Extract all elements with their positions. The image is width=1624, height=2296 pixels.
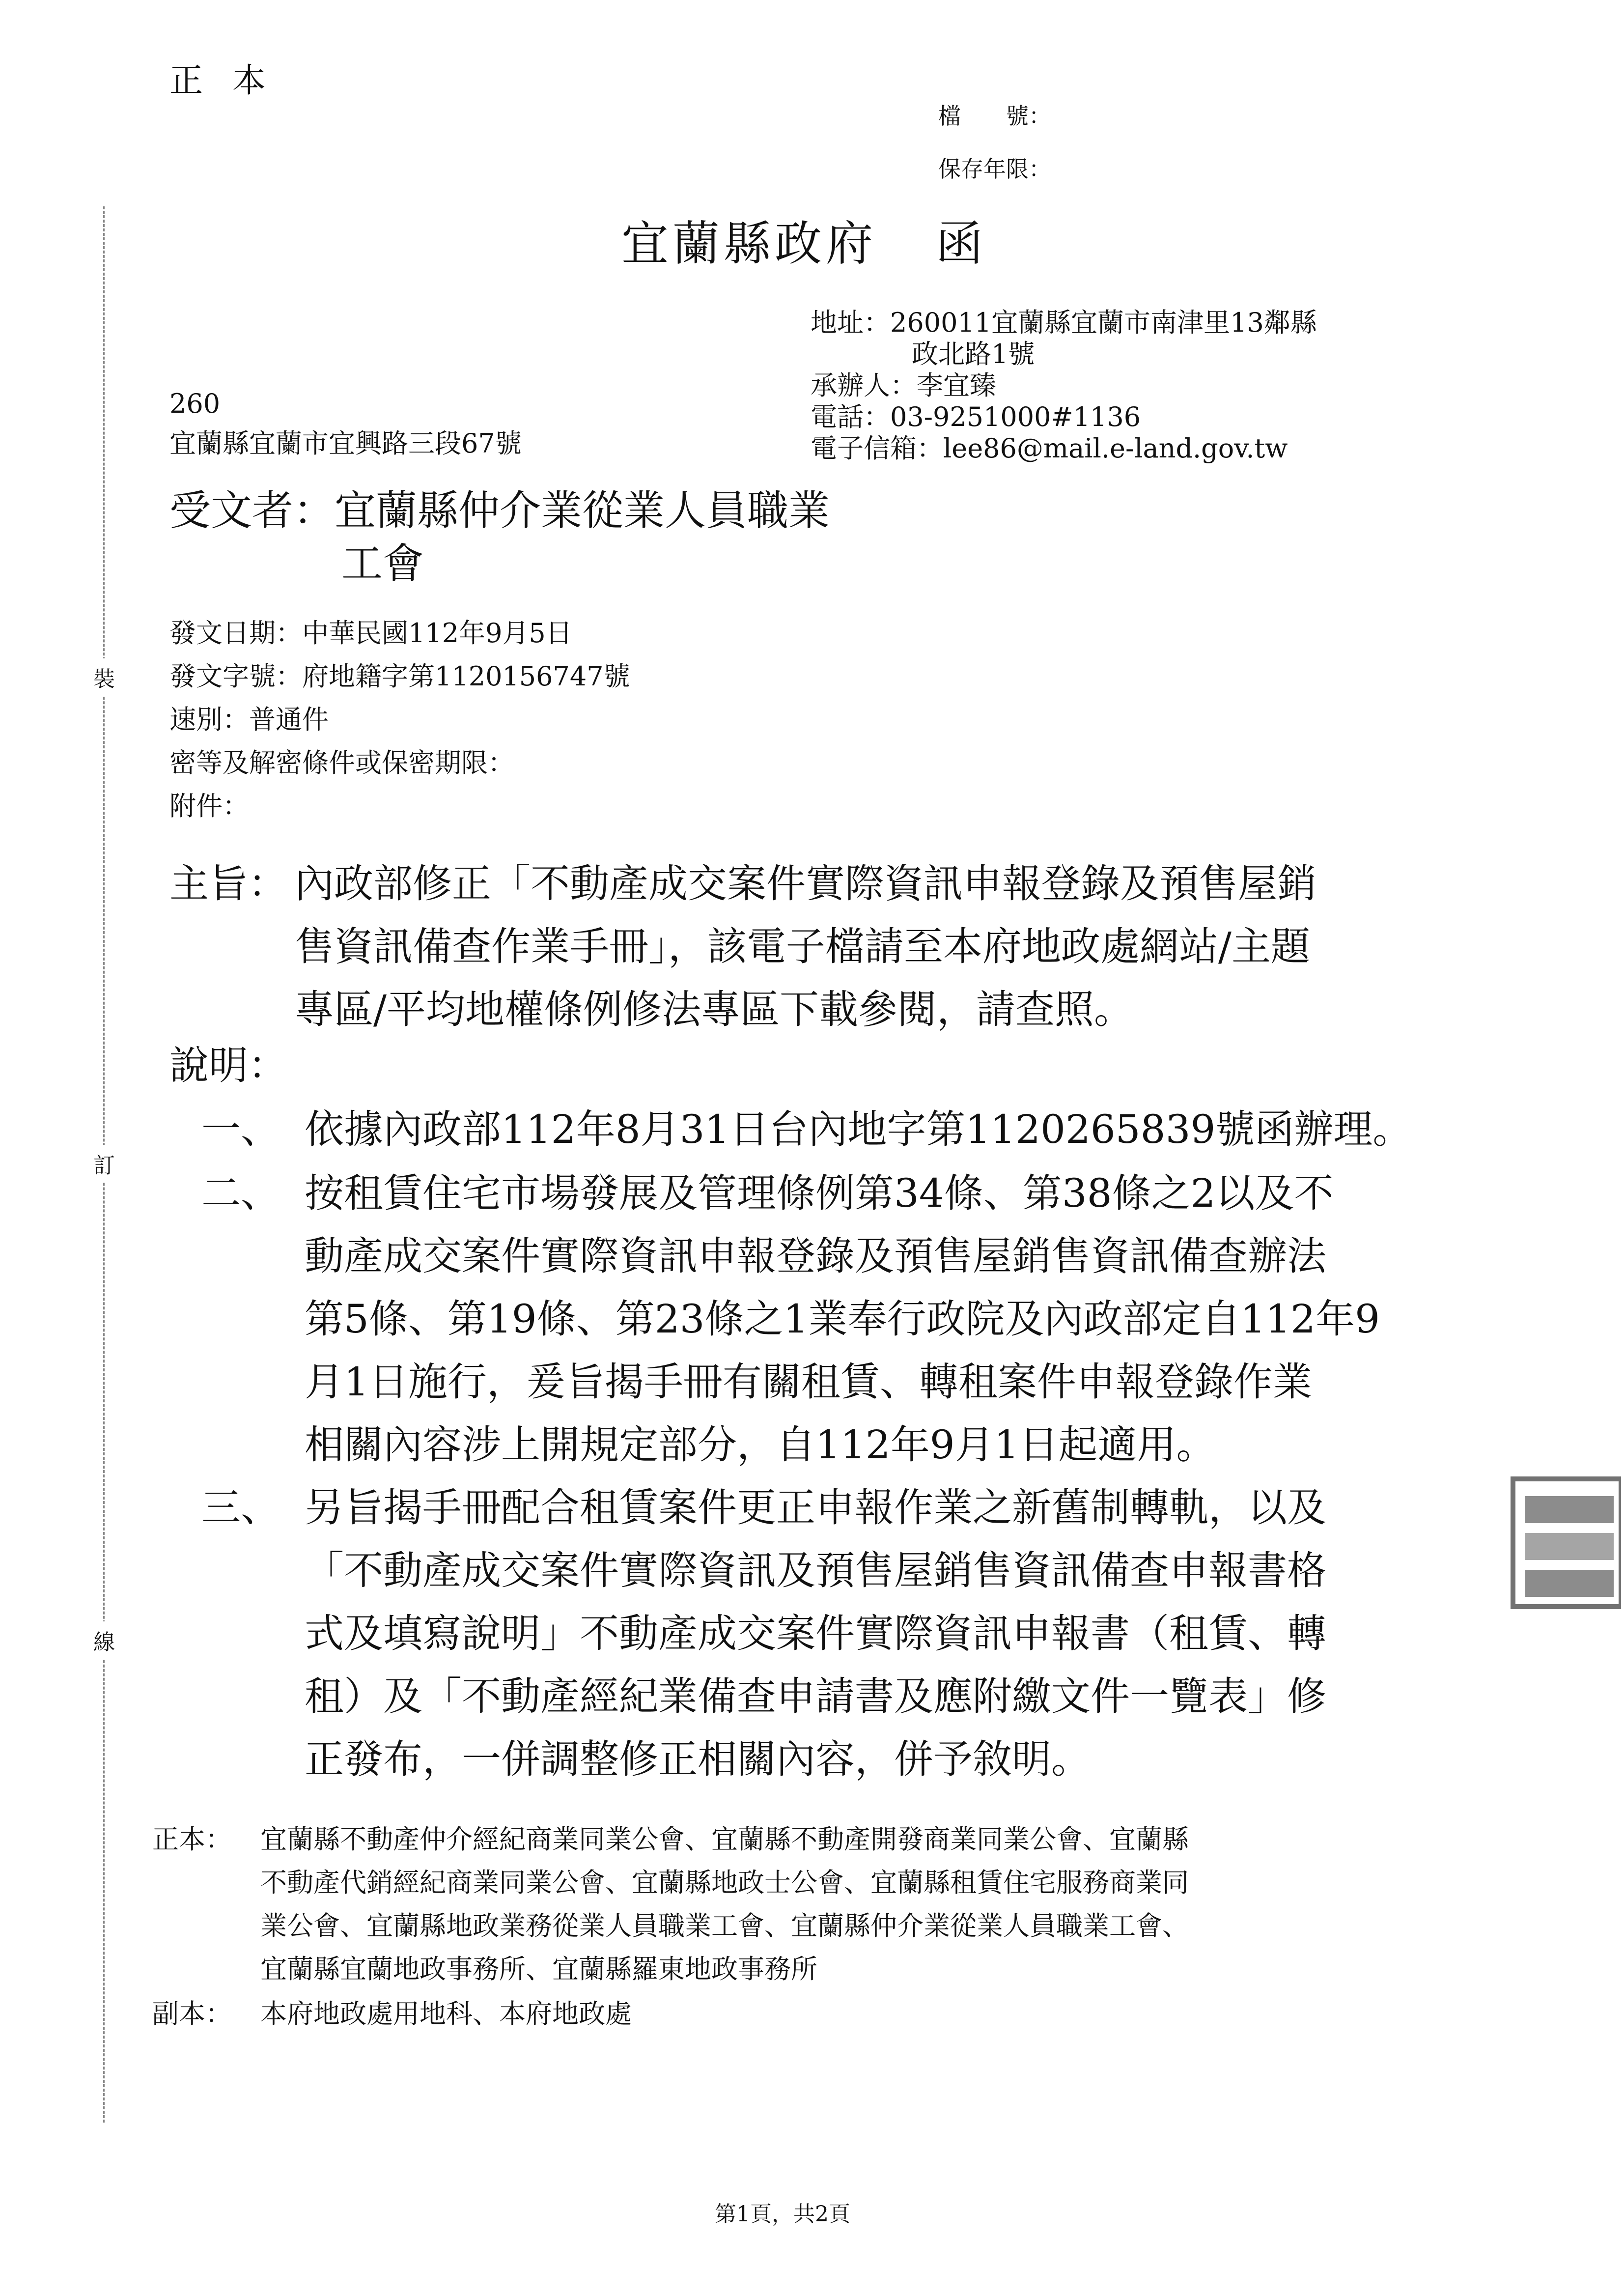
- field-date: [169, 612, 630, 655]
- document-type: 函: [936, 216, 987, 271]
- item-line: 第5條、第19條、第23條之1業奉行政院及內政部定自112年9: [305, 1296, 1380, 1342]
- mailing-address: 宜蘭縣宜蘭市宜興路三段67號: [169, 428, 522, 459]
- phone-number: 03-9251000#1136: [890, 401, 1141, 432]
- item-line: 式及填寫說明」不動產成交案件實際資訊申報書（租賃、轉: [305, 1611, 1326, 1656]
- field-attachment: [169, 785, 630, 828]
- sender-info: [811, 307, 1317, 464]
- sender-address-cont: 政北路1號: [912, 339, 1035, 369]
- field-value: 中華民國112年9月5日: [302, 618, 572, 649]
- copy-label: 副本：: [152, 1998, 232, 2029]
- item-number: 二、: [201, 1170, 280, 1216]
- file-number-label: 檔 號：: [938, 103, 1051, 129]
- item-line: 相關內容涉上開規定部分，自112年9月1日起適用。: [305, 1422, 1216, 1468]
- distribution-copy: [152, 1992, 1469, 2036]
- document-fields: [169, 612, 630, 828]
- field-value: 府地籍字第1120156747號: [302, 661, 630, 692]
- recipient: [169, 484, 830, 590]
- recipient-label: 受文者：: [169, 486, 335, 535]
- item-line: 正發布，一併調整修正相關內容，併予敘明。: [305, 1736, 1091, 1782]
- binding-mark: 裝: [93, 658, 115, 696]
- subject: [169, 852, 1456, 1041]
- field-label: 發文日期：: [169, 618, 302, 649]
- item-line: 按租賃住宅市場發展及管理條例第34條、第38條之2以及不: [305, 1170, 1334, 1216]
- original-label: 正本：: [152, 1824, 232, 1855]
- seal-stamp-fragment: [1503, 1469, 1621, 1616]
- explanation-item-1: [201, 1098, 1459, 1161]
- copy-recipients: 本府地政處用地科、本府地政處: [260, 1998, 632, 2029]
- original-line: 宜蘭縣不動產仲介經紀商業同業公會、宜蘭縣不動產開發商業同業公會、宜蘭縣: [260, 1824, 1189, 1855]
- item-line: 「不動產成交案件實際資訊及預售屋銷售資訊備查申報書格: [305, 1548, 1326, 1593]
- subject-line: 售資訊備查作業手冊」，該電子檔請至本府地政處網站/主題: [295, 924, 1310, 969]
- item-number: 三、: [201, 1485, 280, 1531]
- subject-label: 主旨：: [169, 861, 287, 907]
- original-line: 宜蘭縣宜蘭地政事務所、宜蘭縣羅東地政事務所: [260, 1954, 817, 1984]
- retention-label: 保存年限：: [938, 156, 1051, 182]
- explanation-label: 說明：: [169, 1043, 287, 1088]
- sender-address: 260011宜蘭縣宜蘭市南津里13鄰縣: [890, 307, 1317, 338]
- email-address: lee86@mail.e-land.gov.tw: [943, 433, 1288, 464]
- handler-name: 李宜臻: [917, 370, 996, 401]
- phone-label: 電話：: [811, 401, 890, 432]
- original-line: 不動產代銷經紀商業同業公會、宜蘭縣地政士公會、宜蘭縣租賃住宅服務商業同: [260, 1867, 1189, 1898]
- page-number: 第1頁，共2頁: [715, 2202, 850, 2227]
- field-label: 附件：: [169, 791, 249, 822]
- explanation-item-3: [201, 1476, 1459, 1791]
- explanation-item-2: [201, 1162, 1459, 1476]
- agency-name: 宜蘭縣政府: [621, 216, 877, 271]
- field-classification: [169, 741, 630, 785]
- binding-mark: 訂: [93, 1145, 115, 1182]
- item-line: 租）及「不動產經紀業備查申請書及應附繳文件一覽表」修: [305, 1673, 1326, 1719]
- item-line: 另旨揭手冊配合租賃案件更正申報作業之新舊制轉軌，以及: [305, 1485, 1326, 1531]
- subject-line: 內政部修正「不動產成交案件實際資訊申報登錄及預售屋銷: [295, 861, 1316, 907]
- field-doc-number: [169, 655, 630, 698]
- copy-mark: 正本: [169, 61, 296, 100]
- address-label: 地址：: [811, 307, 890, 338]
- field-priority: [169, 698, 630, 741]
- field-value: 普通件: [249, 704, 329, 735]
- binding-mark: 線: [93, 1621, 115, 1659]
- field-label: 密等及解密條件或保密期限：: [169, 747, 514, 778]
- item-line: 月1日施行，爰旨揭手冊有關租賃、轉租案件申報登錄作業: [305, 1359, 1312, 1405]
- recipient-name-cont: 工會: [341, 539, 424, 588]
- subject-line: 專區/平均地權條例修法專區下載參閱，請查照。: [295, 987, 1133, 1032]
- document-title: [621, 206, 987, 274]
- item-number: 一、: [201, 1106, 280, 1152]
- distribution-original: [152, 1818, 1469, 1991]
- item-line: 動產成交案件實際資訊申報登錄及預售屋銷售資訊備查辦法: [305, 1233, 1326, 1279]
- item-line: 依據內政部112年8月31日台內地字第1120265839號函辦理。: [305, 1106, 1412, 1152]
- recipient-name: 宜蘭縣仲介業從業人員職業: [335, 486, 830, 535]
- original-line: 業公會、宜蘭縣地政業務從業人員職業工會、宜蘭縣仲介業從業人員職業工會、: [260, 1910, 1189, 1941]
- email-label: 電子信箱：: [811, 433, 943, 464]
- field-label: 發文字號：: [169, 661, 302, 692]
- postal-code: 260: [169, 388, 221, 419]
- field-label: 速別：: [169, 704, 249, 735]
- handler-label: 承辦人：: [811, 370, 917, 401]
